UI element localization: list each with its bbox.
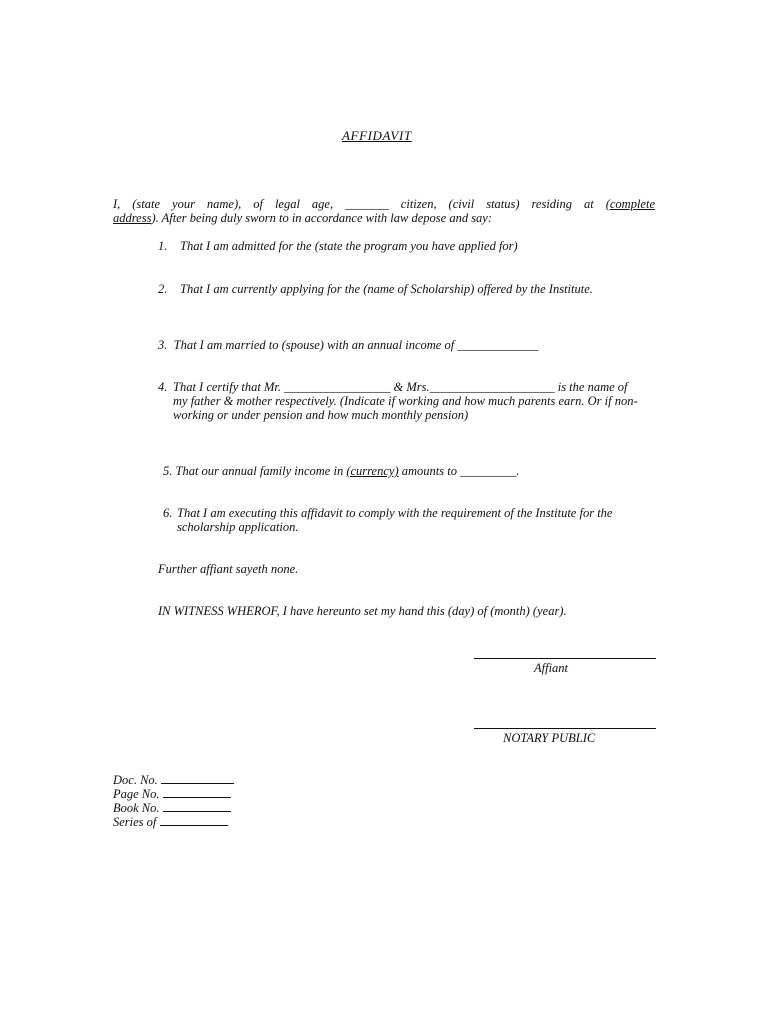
record-blank	[163, 787, 231, 798]
item-number: 6.	[163, 506, 173, 520]
item-text: That I am currently applying for the (name of Scholarship) offered by the Institute.	[180, 282, 593, 296]
list-item	[163, 506, 172, 521]
intro-address-2: address	[113, 211, 152, 225]
record-page-no	[113, 787, 231, 802]
notary-signature-line	[474, 728, 656, 729]
item-number: 4.	[158, 380, 168, 394]
list-item	[158, 239, 655, 253]
intro-line-1	[113, 197, 655, 211]
item-text: That our annual family income in	[175, 464, 347, 478]
item-text: That I certify that Mr. _________________ & Mrs.____________________ is the name of my father & mother respectively. (Indicate if working and how much parents earn. Or if non-working or under pension and how much monthly pension)	[173, 380, 638, 422]
affidavit-title: AFFIDAVIT	[342, 128, 412, 143]
record-series	[113, 815, 228, 830]
affiant-signature-line	[474, 658, 656, 659]
record-blank	[163, 801, 231, 812]
record-label: Series of	[113, 815, 157, 829]
record-label: Book No.	[113, 801, 160, 815]
item-number: 3.	[158, 338, 168, 352]
item-number: 2.	[158, 282, 168, 296]
item-number: 1.	[158, 239, 168, 253]
record-doc-no	[113, 773, 234, 788]
notary-label: NOTARY PUBLIC	[503, 731, 596, 745]
record-label: Doc. No.	[113, 773, 158, 787]
record-label: Page No.	[113, 787, 160, 801]
item-text: amounts to _________.	[398, 464, 520, 478]
item-number: 5.	[163, 464, 173, 478]
witness-statement: IN WITNESS WHEROF, I have hereunto set my hand this (day) of (month) (year).	[158, 604, 567, 618]
affiant-label: Affiant	[534, 661, 569, 675]
record-blank	[160, 815, 228, 826]
further-statement: Further affiant sayeth none.	[158, 562, 299, 576]
intro-text-2: ). After being duly sworn to in accordance with law depose and say:	[151, 211, 493, 225]
list-item	[163, 464, 519, 479]
list-item	[158, 338, 539, 353]
intro-text-1: I, (state your name), of legal age, _______ citizen, (civil status) residing at	[113, 197, 606, 211]
intro-paragraph	[113, 197, 655, 225]
list-item	[158, 282, 167, 297]
list-item	[158, 380, 167, 395]
record-book-no	[113, 801, 231, 816]
currency-placeholder: (currency)	[346, 464, 399, 478]
item-text: That I am executing this affidavit to comply with the requirement of the Institute for the scholarship application.	[177, 506, 613, 534]
intro-address-1: (complete	[605, 197, 655, 211]
item-text: That I am admitted for the (state the program you have applied for)	[180, 239, 518, 253]
item-text: That I am married to (spouse) with an annual income of _____________	[173, 338, 539, 352]
record-blank	[161, 773, 234, 784]
